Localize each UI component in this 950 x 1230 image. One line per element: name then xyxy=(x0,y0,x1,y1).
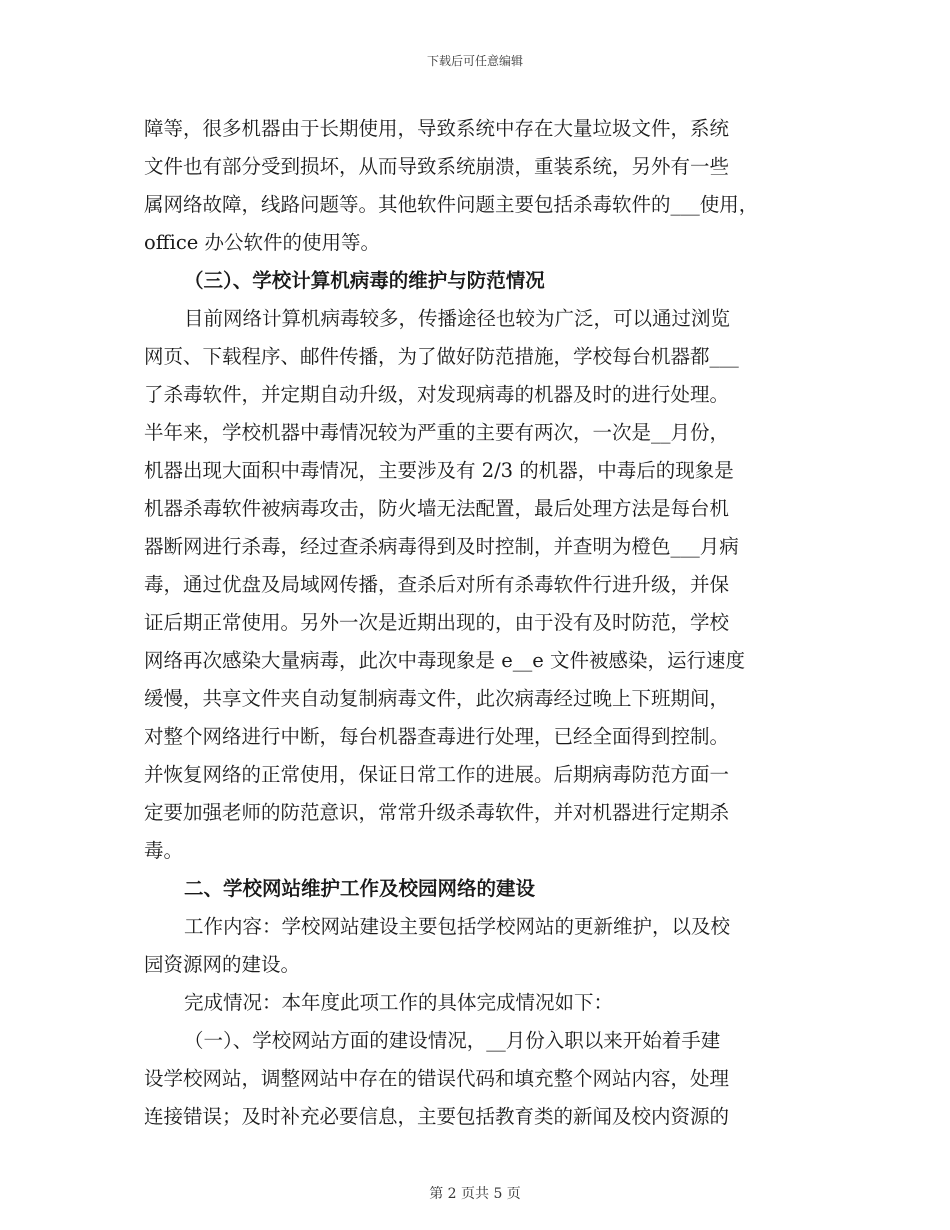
text-line: 机器出现大面积中毒情况，主要涉及有 2/3 的机器，中毒后的现象是 xyxy=(144,459,734,482)
text-line: 完成情况：本年度此项工作的具体完成情况如下： xyxy=(184,991,614,1014)
text-line: office 办公软件的使用等。 xyxy=(144,231,380,254)
text-line: 工作内容：学校网站建设主要包括学校网站的更新维护，以及校 xyxy=(184,915,731,938)
text-line: 定要加强老师的防范意识，常常升级杀毒软件，并对机器进行定期杀 xyxy=(144,801,730,824)
text-line: 机器杀毒软件被病毒攻击，防火墙无法配置，最后处理方法是每台机 xyxy=(144,497,730,520)
text-line: 文件也有部分受到损坏，从而导致系统崩溃，重装系统，另外有一些 xyxy=(144,155,730,178)
text-line: （一）、学校网站方面的建设情况，__月份入职以来开始着手建 xyxy=(184,1029,721,1052)
document-body xyxy=(144,110,824,1136)
text-line: 属网络故障，线路问题等。其他软件问题主要包括杀毒软件的___使用， xyxy=(144,193,759,216)
text-line: 设学校网站，调整网站中存在的错误代码和填充整个网站内容，处理 xyxy=(144,1067,730,1090)
text-line: 对整个网络进行中断，每台机器查毒进行处理，已经全面得到控制。 xyxy=(144,725,730,748)
text-line: 缓慢，共享文件夹自动复制病毒文件，此次病毒经过晚上下班期间， xyxy=(144,687,730,710)
text-line: 了杀毒软件，并定期自动升级，对发现病毒的机器及时的进行处理。 xyxy=(144,383,730,406)
text-line: 网络再次感染大量病毒，此次中毒现象是 e__e 文件被感染，运行速度 xyxy=(144,649,745,672)
section-heading: 二、学校网站维护工作及校园网络的建设 xyxy=(184,877,536,900)
text-line: 网页、下载程序、邮件传播，为了做好防范措施，学校每台机器都___ xyxy=(144,345,739,368)
page-header: 下载后可任意编辑 xyxy=(426,54,523,68)
text-line: 并恢复网络的正常使用，保证日常工作的进展。后期病毒防范方面一 xyxy=(144,763,730,786)
text-line: 证后期正常使用。另外一次是近期出现的，由于没有及时防范，学校 xyxy=(144,611,730,634)
text-line: 毒，通过优盘及局域网传播，查杀后对所有杀毒软件行进升级，并保 xyxy=(144,573,730,596)
page-footer: 第 2 页共 5 页 xyxy=(429,1186,521,1202)
text-line: 连接错误；及时补充必要信息，主要包括教育类的新闻及校内资源的 xyxy=(144,1105,730,1128)
text-line: 半年来，学校机器中毒情况较为严重的主要有两次，一次是__月份， xyxy=(144,421,730,444)
text-line: 园资源网的建设。 xyxy=(144,953,301,976)
text-line: 器断网进行杀毒，经过查杀病毒得到及时控制，并查明为橙色___月病 xyxy=(144,535,739,558)
text-line: 毒。 xyxy=(144,839,184,862)
text-line: 目前网络计算机病毒较多，传播途径也较为广泛，可以通过浏览 xyxy=(184,307,731,330)
section-heading: （三）、学校计算机病毒的维护与防范情况 xyxy=(184,269,545,292)
text-line: 障等，很多机器由于长期使用，导致系统中存在大量垃圾文件，系统 xyxy=(144,117,730,140)
